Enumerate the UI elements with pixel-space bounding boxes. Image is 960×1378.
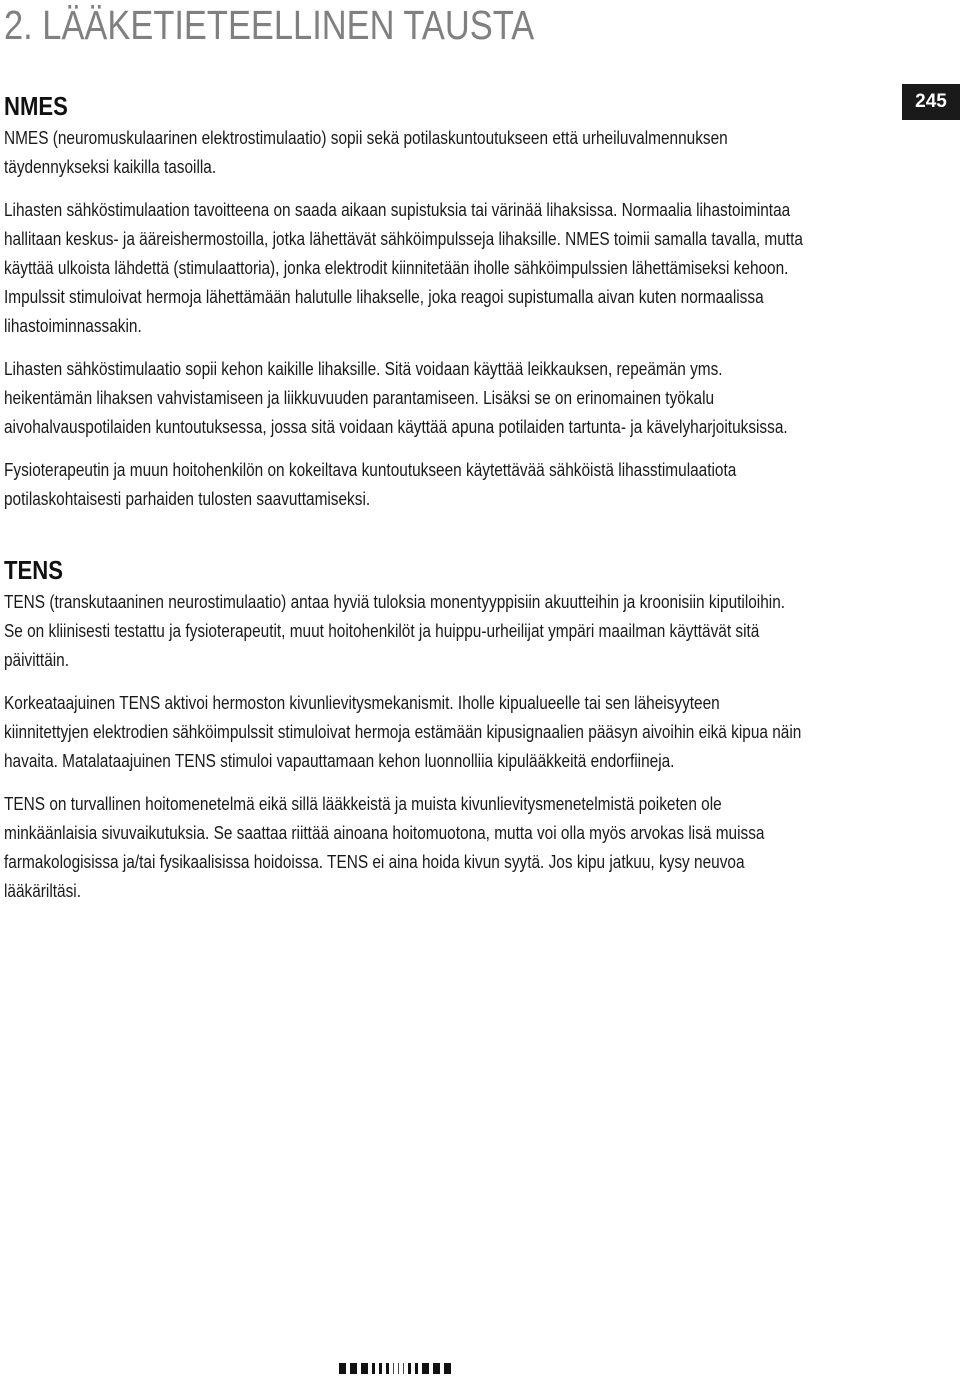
- footer-mark: [339, 1363, 346, 1374]
- chapter-title: 2. LÄÄKETIETEELLINEN TAUSTA: [4, 2, 535, 48]
- paragraph: Fysioterapeutin ja muun hoitohenkilön on kokeiltava kuntoutukseen käytettävää sähköistä lihasstimulaatiota potilaskohtaisesti parhaiden tulosten saavuttamiseksi.: [4, 460, 737, 509]
- footer-mark: [422, 1363, 429, 1374]
- paragraph: Korkeataajuinen TENS aktivoi hermoston kivunlievitysmekanismit. Iholle kipualueelle tai sen läheisyyteen kiinnitettyjen elektrodien sähköimpulssit stimuloivat hermoja estämään kipusignaalien pääsyn aivoihin eikä kipua näin havaita. Matalataajuinen TENS stimuloi vapauttamaan kehon luonnolliia kipulääkkeitä endorfiineja.: [4, 693, 802, 771]
- page-number-badge: 245: [902, 84, 960, 120]
- paragraph: TENS (transkutaaninen neurostimulaatio) antaa hyviä tuloksia monentyyppisiin akuutteihin ja kroonisiin kiputiloihin. Se on kliinisesti testattu ja fysioterapeutit, muut hoitohenkilöt ja huippu-urheilijat ympäri maailman käyttävät sitä päivittäin.: [4, 592, 786, 670]
- footer-mark: [350, 1363, 357, 1374]
- paragraph: NMES (neuromuskulaarinen elektrostimulaatio) sopii sekä potilaskuntoutukseen että urheiluvalmennuksen täydennykseksi kaikilla tasoilla.: [4, 128, 728, 177]
- footer-mark: [372, 1363, 375, 1374]
- footer-mark: [398, 1363, 399, 1374]
- section-spacer: [4, 528, 904, 552]
- paragraph: TENS on turvallinen hoitomenetelmä eikä sillä lääkkeistä ja muista kivunlievitysmenetelmistä poiketen ole minkäänlaisia sivuvaikutuksia. Se saattaa riittää ainoana hoitomuotona, mutta voi olla myös arvokas lisä muissa farmakologisissa ja/tai fysikaalisissa hoidoissa. TENS ei aina hoida kivun syytä. Jos kipu jatkuu, kysy neuvoa lääkäriltäsi.: [4, 794, 765, 901]
- footer-mark: [415, 1363, 418, 1374]
- footer-mark: [403, 1363, 404, 1374]
- section-heading-nmes: NMES: [4, 91, 68, 121]
- footer-mark: [444, 1363, 451, 1374]
- footer-mark: [386, 1363, 389, 1374]
- footer-mark: [361, 1363, 368, 1374]
- footer-mark: [379, 1363, 382, 1374]
- footer-mark: [393, 1363, 394, 1374]
- paragraph: Lihasten sähköstimulaatio sopii kehon kaikille lihaksille. Sitä voidaan käyttää leikkauksen, repeämän yms. heikentämän lihaksen vahvistamiseen ja liikkuvuuden parantamiseen. Lisäksi se on erinomainen työkalu aivohalvauspotilaiden kuntoutuksessa, jossa sitä voidaan käyttää apuna potilaiden tartunta- ja kävelyharjoituksissa.: [4, 359, 788, 437]
- section-tens: [4, 552, 904, 906]
- paragraph: Lihasten sähköstimulaation tavoitteena on saada aikaan supistuksia tai värinää lihaksissa. Normaalia lihastoimintaa hallitaan keskus- ja ääreishermostoilla, jotka lähettävät sähköimpulsseja lihaksille. NMES toimii samalla tavalla, mutta käyttää ulkoista lähdettä (stimulaattoria), jonka elektrodit kiinnitetään iholle sähköimpulssien lähettämiseksi kehoon. Impulssit stimuloivat hermoja lähettämään halutulle lihakselle, joka reagoi supistumalla aivan kuten normaalissa lihastoiminnassakin.: [4, 200, 803, 336]
- footer-mark: [408, 1363, 411, 1374]
- page-content: [4, 88, 904, 920]
- footer-decorative-marks: [339, 1363, 451, 1374]
- section-heading-tens: TENS: [4, 555, 63, 585]
- footer-mark: [433, 1363, 440, 1374]
- section-nmes: [4, 88, 904, 514]
